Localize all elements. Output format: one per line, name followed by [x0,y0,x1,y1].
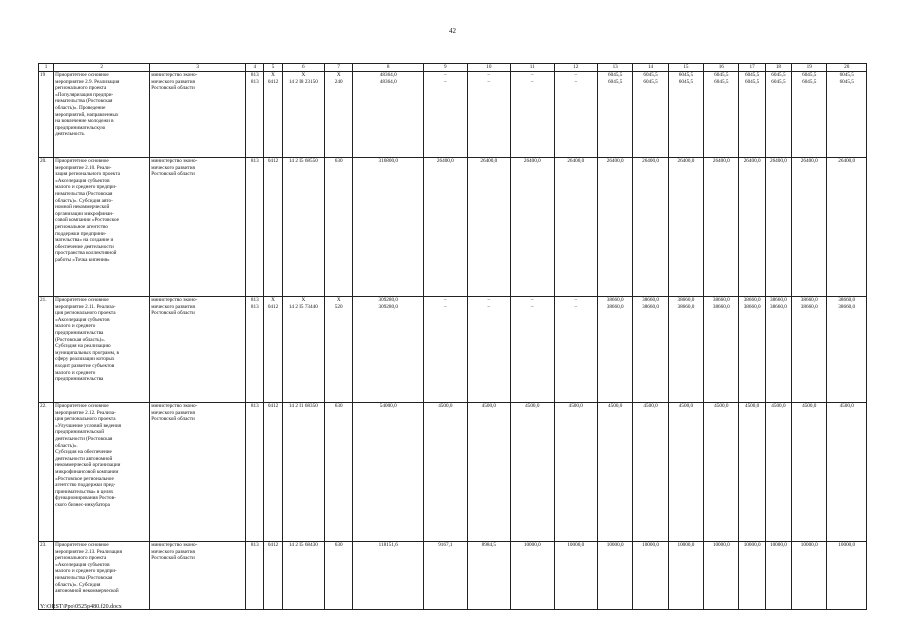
table-row [39,297,867,403]
cell-value: 48364,0 [379,72,397,78]
cell-value: 118151,6 [378,542,398,548]
file-path-footer: Y:\ORST\Ppo\0525p480.f20.docx [40,604,122,610]
cell-value: 813 [250,158,259,164]
column-number: 17 [739,64,765,72]
value-cell [325,297,353,403]
value-cell [511,158,554,297]
value-cell [765,158,791,297]
value-cell [467,72,510,158]
cell-value: 630 [334,542,343,548]
value-cell [765,72,791,158]
cell-value: 38660,0 [642,303,659,310]
cell-value: 6045,5 [744,72,760,78]
cell-value: 4500,0 [678,403,694,409]
cell-value: 4500,0 [839,403,854,409]
cell-value: 10000,0 [743,542,761,548]
cell-value: 14 2 I1 68350 [288,403,318,409]
cell-value: 6045,5 [771,78,786,85]
cell-value: 4500,0 [744,403,760,409]
value-cell [467,403,510,542]
cell-value: – [487,72,491,78]
value-cell [325,158,353,297]
cell-value: 48364,0 [379,78,397,85]
cell-value: 26400,0 [523,158,541,164]
value-cell [282,403,324,542]
value-cell [668,297,703,403]
cell-value: 240 [334,78,343,85]
value-cell [325,72,353,158]
value-cell [739,72,765,158]
cell-value: 4500,0 [771,403,786,409]
column-number-row [39,64,867,72]
cell-value: 38660,0 [606,303,624,310]
value-cell [792,158,827,297]
value-cell [792,72,827,158]
page-number: 42 [449,27,456,35]
value-cell [554,403,597,542]
cell-value: 26400,0 [606,158,624,164]
cell-value: 38660,0 [743,303,761,310]
cell-value: Х [301,72,306,78]
cell-value: 14 2 I5 68550 [288,158,318,164]
cell-value: – [444,297,447,303]
value-cell [668,158,703,297]
cell-value: 4500,0 [643,403,658,409]
cell-value: 813 [250,542,259,548]
value-cell [325,403,353,542]
value-cell [704,72,739,158]
cell-value: 6045,5 [771,72,786,78]
value-cell [467,158,510,297]
cell-value: 10000,0 [567,542,585,548]
cell-value: 10000,0 [800,542,818,548]
cell-value: 813 [250,403,259,409]
column-number: 20 [827,64,867,72]
cell-value: 6045,5 [678,78,694,85]
value-cell [511,403,554,542]
activity-name: Приоритетное основное мероприятие 2.13. Реализация регионального проекта «Акселерация субъектов малого и среднего предпри- нимательства (Ростовская область)». Субсидия автономной некоммерческой [54,542,150,610]
value-cell [633,297,668,403]
value-cell [353,297,424,403]
responsible-executor: министерство эконо- мического развития Ростовской области [150,297,246,403]
cell-value: 10000,0 [606,542,624,548]
activity-name: Приоритетное основное мероприятие 2.12. Реализа- ция регионального проекта «Улучшение условий ведения предпринимательской деятельности (Ростовская область)». Субсидия на обеспечение деятельности автономной некоммерческой организации микрофинансовой компании «Ростовское региональное агентство поддержки пред- принимательства» в целях функционирования Ростов- ского бизнес-инкубатора [54,403,150,542]
cell-value: 316800,0 [378,158,398,164]
cell-value: 38660,0 [838,297,856,303]
cell-value: 38660,0 [769,303,787,310]
column-number: 18 [765,64,791,72]
value-cell [633,403,668,542]
column-number: 3 [150,64,246,72]
cell-value: 4500,0 [568,403,583,409]
cell-value: 6045,5 [744,78,760,85]
value-cell [246,542,264,610]
cell-value: 309280,0 [378,303,398,310]
value-cell [353,403,424,542]
cell-value: 4500,0 [608,403,623,409]
cell-value: 14 2 I5 68430 [288,542,318,548]
column-number: 14 [633,64,668,72]
value-cell [597,72,632,158]
value-cell [554,158,597,297]
activity-name: Приоритетное основное мероприятие 2.11. Реализа- ция регионального проекта «Акселерация субъектов малого и среднего предпринимательства (Ростовская область)». Субсидия на реализацию муниципальных программ, в сферу реализации которых входит развитие субъектов малого и среднего предпринимательства [54,297,150,403]
program-table [38,63,867,610]
value-cell [554,297,597,403]
cell-value: – [487,78,491,85]
value-cell [424,297,467,403]
column-number: 12 [554,64,597,72]
cell-value: 813 [250,72,259,78]
cell-value: 4500,0 [802,403,817,409]
cell-value: 6045,5 [608,78,623,85]
cell-value: 6045,5 [643,72,658,78]
value-cell [511,297,554,403]
value-cell [704,158,739,297]
cell-value: 0412 [267,542,279,548]
value-cell [424,72,467,158]
value-cell [704,297,739,403]
value-cell [739,158,765,297]
value-cell [264,542,282,610]
cell-value: 6045,5 [839,78,854,85]
row-number: 19 [39,72,54,158]
value-cell [792,297,827,403]
column-number: 2 [54,64,150,72]
cell-value: 26400,0 [769,158,787,164]
column-number: 7 [325,64,353,72]
cell-value: 6045,5 [714,72,729,78]
cell-value: 4500,0 [714,403,729,409]
value-cell [739,403,765,542]
cell-value: 813 [250,297,259,303]
cell-value: 4500,0 [525,403,540,409]
row-number: 22. [39,403,54,542]
value-cell [827,297,867,403]
column-number: 11 [511,64,554,72]
cell-value: 309280,0 [378,297,398,303]
value-cell [668,72,703,158]
cell-value: 6045,5 [839,72,854,78]
cell-value: 26400,0 [838,158,856,164]
value-cell [597,158,632,297]
cell-value: 38660,0 [677,303,695,310]
cell-value: 6045,5 [608,72,623,78]
table-row [39,403,867,542]
cell-value: Х [301,297,306,303]
responsible-executor: министерство эконо- мического развития Ростовской области [150,403,246,542]
value-cell [792,403,827,542]
cell-value: 813 [250,303,259,310]
cell-value: 0412 [267,403,279,409]
column-number: 10 [467,64,510,72]
cell-value: – [574,78,578,85]
table-row [39,72,867,158]
cell-value: – [444,78,447,85]
value-cell [668,403,703,542]
table-row [39,158,867,297]
column-number: 8 [353,64,424,72]
cell-value: 26400,0 [642,158,659,164]
column-number: 5 [264,64,282,72]
value-cell [325,542,353,610]
value-cell [353,542,424,610]
column-number: 15 [668,64,703,72]
cell-value: 6045,5 [802,78,817,85]
cell-value: – [530,303,534,310]
value-cell [668,542,703,610]
row-number: 21. [39,297,54,403]
value-cell [264,403,282,542]
value-cell [704,403,739,542]
cell-value: 38660,0 [712,303,730,310]
cell-value: 4500,0 [481,403,496,409]
value-cell [633,72,668,158]
cell-value: 26400,0 [567,158,585,164]
cell-value: 630 [334,158,343,164]
cell-value: 38660,0 [712,297,730,303]
value-cell [264,72,282,158]
cell-value: 26400,0 [677,158,695,164]
value-cell [246,72,264,158]
value-cell [511,542,554,610]
cell-value: 38660,0 [838,303,856,310]
cell-value: 38660,0 [677,297,695,303]
column-number: 6 [282,64,324,72]
value-cell [765,297,791,403]
value-cell [424,158,467,297]
value-cell [597,403,632,542]
value-cell [353,72,424,158]
cell-value: 813 [250,78,259,85]
value-cell [704,542,739,610]
cell-value: 38660,0 [642,297,659,303]
cell-value: 10000,0 [642,542,659,548]
cell-value: 10000,0 [769,542,787,548]
cell-value: 54000,0 [379,403,397,409]
cell-value: 38660,0 [743,297,761,303]
value-cell [554,72,597,158]
cell-value: 630 [334,403,343,409]
cell-value: 10000,0 [677,542,695,548]
value-cell [739,542,765,610]
cell-value: – [444,303,447,310]
column-number: 4 [246,64,264,72]
cell-value: 14 2 I8 23150 [288,78,318,85]
cell-value: 26400,0 [800,158,818,164]
cell-value: 520 [334,303,343,310]
value-cell [467,297,510,403]
value-cell [264,297,282,403]
responsible-executor: министерство эконо- мического развития Ростовской области [150,72,246,158]
cell-value: Х [336,297,341,303]
cell-value: 38660,0 [606,297,624,303]
cell-value: 6045,5 [714,78,729,85]
cell-value: – [487,303,491,310]
value-cell [353,158,424,297]
cell-value: 38660,0 [800,297,818,303]
value-cell [282,542,324,610]
column-number: 1 [39,64,54,72]
column-number: 9 [424,64,467,72]
value-cell [827,542,867,610]
value-cell [554,542,597,610]
cell-value: – [530,78,534,85]
cell-value: 10000,0 [712,542,730,548]
value-cell [633,158,668,297]
cell-value: 10000,0 [523,542,541,548]
value-cell [765,403,791,542]
activity-name: Приоритетное основное мероприятие 2.9. Реализация регионального проекта «Популяризация предпри- нимательства (Ростовская область)». Проведение мероприятий, направленных на вовлечение молодежи в предпринимательскую деятельность [54,72,150,158]
cell-value: Х [336,72,341,78]
cell-value: – [530,72,534,78]
value-cell [246,403,264,542]
value-cell [282,72,324,158]
row-number: 20. [39,158,54,297]
cell-value: 38660,0 [769,297,787,303]
value-cell [792,542,827,610]
value-cell [633,542,668,610]
cell-value: 6045,5 [643,78,658,85]
value-cell [597,297,632,403]
row-number: 23. [39,542,54,610]
value-cell [827,158,867,297]
cell-value: 26400,0 [436,158,454,164]
cell-value: 26400,0 [480,158,498,164]
value-cell [467,542,510,610]
cell-value: 10000,0 [838,542,856,548]
cell-value: 6045,5 [678,72,694,78]
cell-value: 38660,0 [800,303,818,310]
value-cell [424,542,467,610]
value-cell [597,542,632,610]
cell-value: Х [271,297,275,303]
value-cell [765,542,791,610]
cell-value: – [530,297,534,303]
cell-value: Х [271,72,275,78]
cell-value: – [444,72,447,78]
value-cell [246,158,264,297]
cell-value: 0412 [267,303,279,310]
value-cell [424,403,467,542]
responsible-executor: министерство эконо- мического развития Ростовской области [150,542,246,610]
table-row [39,542,867,610]
column-number: 13 [597,64,632,72]
cell-value: 8984,5 [481,542,496,548]
value-cell [282,297,324,403]
cell-value: – [574,72,578,78]
cell-value: 0412 [267,158,279,164]
value-cell [511,72,554,158]
cell-value: – [574,303,578,310]
value-cell [827,72,867,158]
value-cell [282,158,324,297]
column-number: 16 [704,64,739,72]
cell-value: 26400,0 [743,158,761,164]
cell-value: – [574,297,578,303]
activity-name: Приоритетное основное мероприятие 2.10. Реали- зация регионального проекта «Акселерация субъектов малого и среднего предпри- нимательства (Ростовская область)». Субсидия авто- номной некоммерческой организации микрофинан- совой компании «Ростовское региональное агентство поддержки предприни- мательства» на создание и обеспечение деятельности пространства коллективной работы «Точка кипения» [54,158,150,297]
value-cell [264,158,282,297]
cell-value: 0412 [267,78,279,85]
column-number: 19 [792,64,827,72]
cell-value: 9167,1 [438,542,453,548]
value-cell [827,403,867,542]
cell-value: 26400,0 [712,158,730,164]
cell-value: 6045,5 [802,72,817,78]
cell-value: 4500,0 [438,403,453,409]
responsible-executor: министерство эконо- мического развития Ростовской области [150,158,246,297]
cell-value: – [487,297,491,303]
cell-value: 14 2 I5 73440 [288,303,318,310]
value-cell [246,297,264,403]
value-cell [739,297,765,403]
